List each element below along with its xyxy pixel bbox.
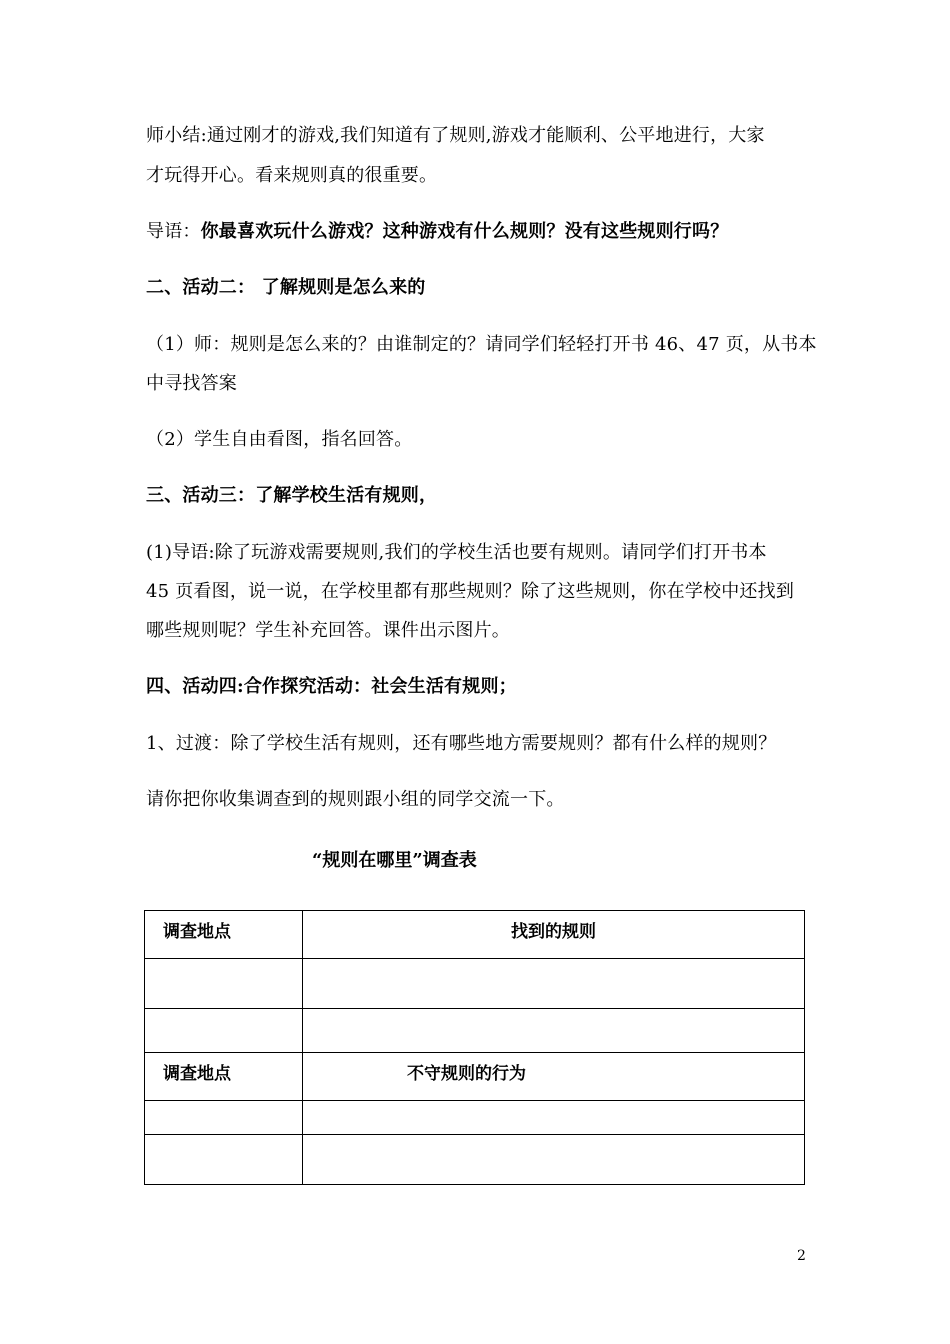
table-cell [303, 1009, 805, 1053]
table-row [145, 1009, 805, 1053]
paragraph-activity2-step1-line2: 中寻找答案 [146, 373, 237, 394]
table-cell [145, 1101, 303, 1135]
table-title: “规则在哪里”调查表 [312, 850, 477, 871]
paragraph-intro [146, 222, 728, 242]
table-cell [145, 911, 303, 959]
table-cell [145, 959, 303, 1009]
intro-prefix: 导语： [146, 221, 201, 242]
paragraph-activity3-line1: (1)导语:除了玩游戏需要规则,我们的学校生活也要有规则。请同学们打开书本 [146, 542, 767, 563]
paragraph-summary-line2: 才玩得开心。看来规则真的很重要。 [146, 165, 438, 186]
header-rule-violations: 不守规则的行为 [407, 1064, 526, 1084]
heading-activity-two: 二、活动二： 了解规则是怎么来的 [146, 277, 426, 298]
table-row [145, 959, 805, 1009]
page-number: 2 [797, 1248, 806, 1264]
table-cell [145, 1135, 303, 1185]
header-location: 调查地点 [163, 1064, 231, 1084]
table-header-row [145, 1053, 805, 1101]
table-cell [303, 911, 805, 959]
paragraph-activity2-step2: （2）学生自由看图，指名回答。 [146, 429, 413, 450]
paragraph-activity2-step1-line1: （1）师：规则是怎么来的？由谁制定的？请同学们轻轻打开书 46、47 页，从书本 [146, 334, 817, 355]
table-cell [303, 1135, 805, 1185]
table-row [145, 1135, 805, 1185]
table-cell [145, 1053, 303, 1101]
paragraph-activity3-line2: 45 页看图，说一说，在学校里都有那些规则？除了这些规则，你在学校中还找到 [146, 581, 795, 602]
table-cell [145, 1009, 303, 1053]
paragraph-activity3-line3: 哪些规则呢？学生补充回答。课件出示图片。 [146, 620, 510, 641]
table-cell [303, 959, 805, 1009]
intro-questions: 你最喜欢玩什么游戏？这种游戏有什么规则？没有这些规则行吗？ [200, 221, 729, 242]
heading-activity-three: 三、活动三：了解学校生活有规则， [146, 485, 438, 506]
table-row [145, 1101, 805, 1135]
paragraph-transition: 1、过渡：除了学校生活有规则，还有哪些地方需要规则？都有什么样的规则？ [146, 733, 777, 754]
table-cell [303, 1053, 805, 1101]
paragraph-summary-line1: 师小结:通过刚才的游戏,我们知道有了规则,游戏才能顺利、公平地进行，大家 [146, 125, 765, 146]
header-location: 调查地点 [163, 922, 231, 942]
table-header-row [145, 911, 805, 959]
header-rules-found: 找到的规则 [511, 922, 596, 942]
table-cell [303, 1101, 805, 1135]
paragraph-exchange: 请你把你收集调查到的规则跟小组的同学交流一下。 [146, 789, 565, 810]
survey-table [144, 910, 805, 1185]
heading-activity-four: 四、活动四:合作探究活动：社会生活有规则； [146, 676, 517, 697]
